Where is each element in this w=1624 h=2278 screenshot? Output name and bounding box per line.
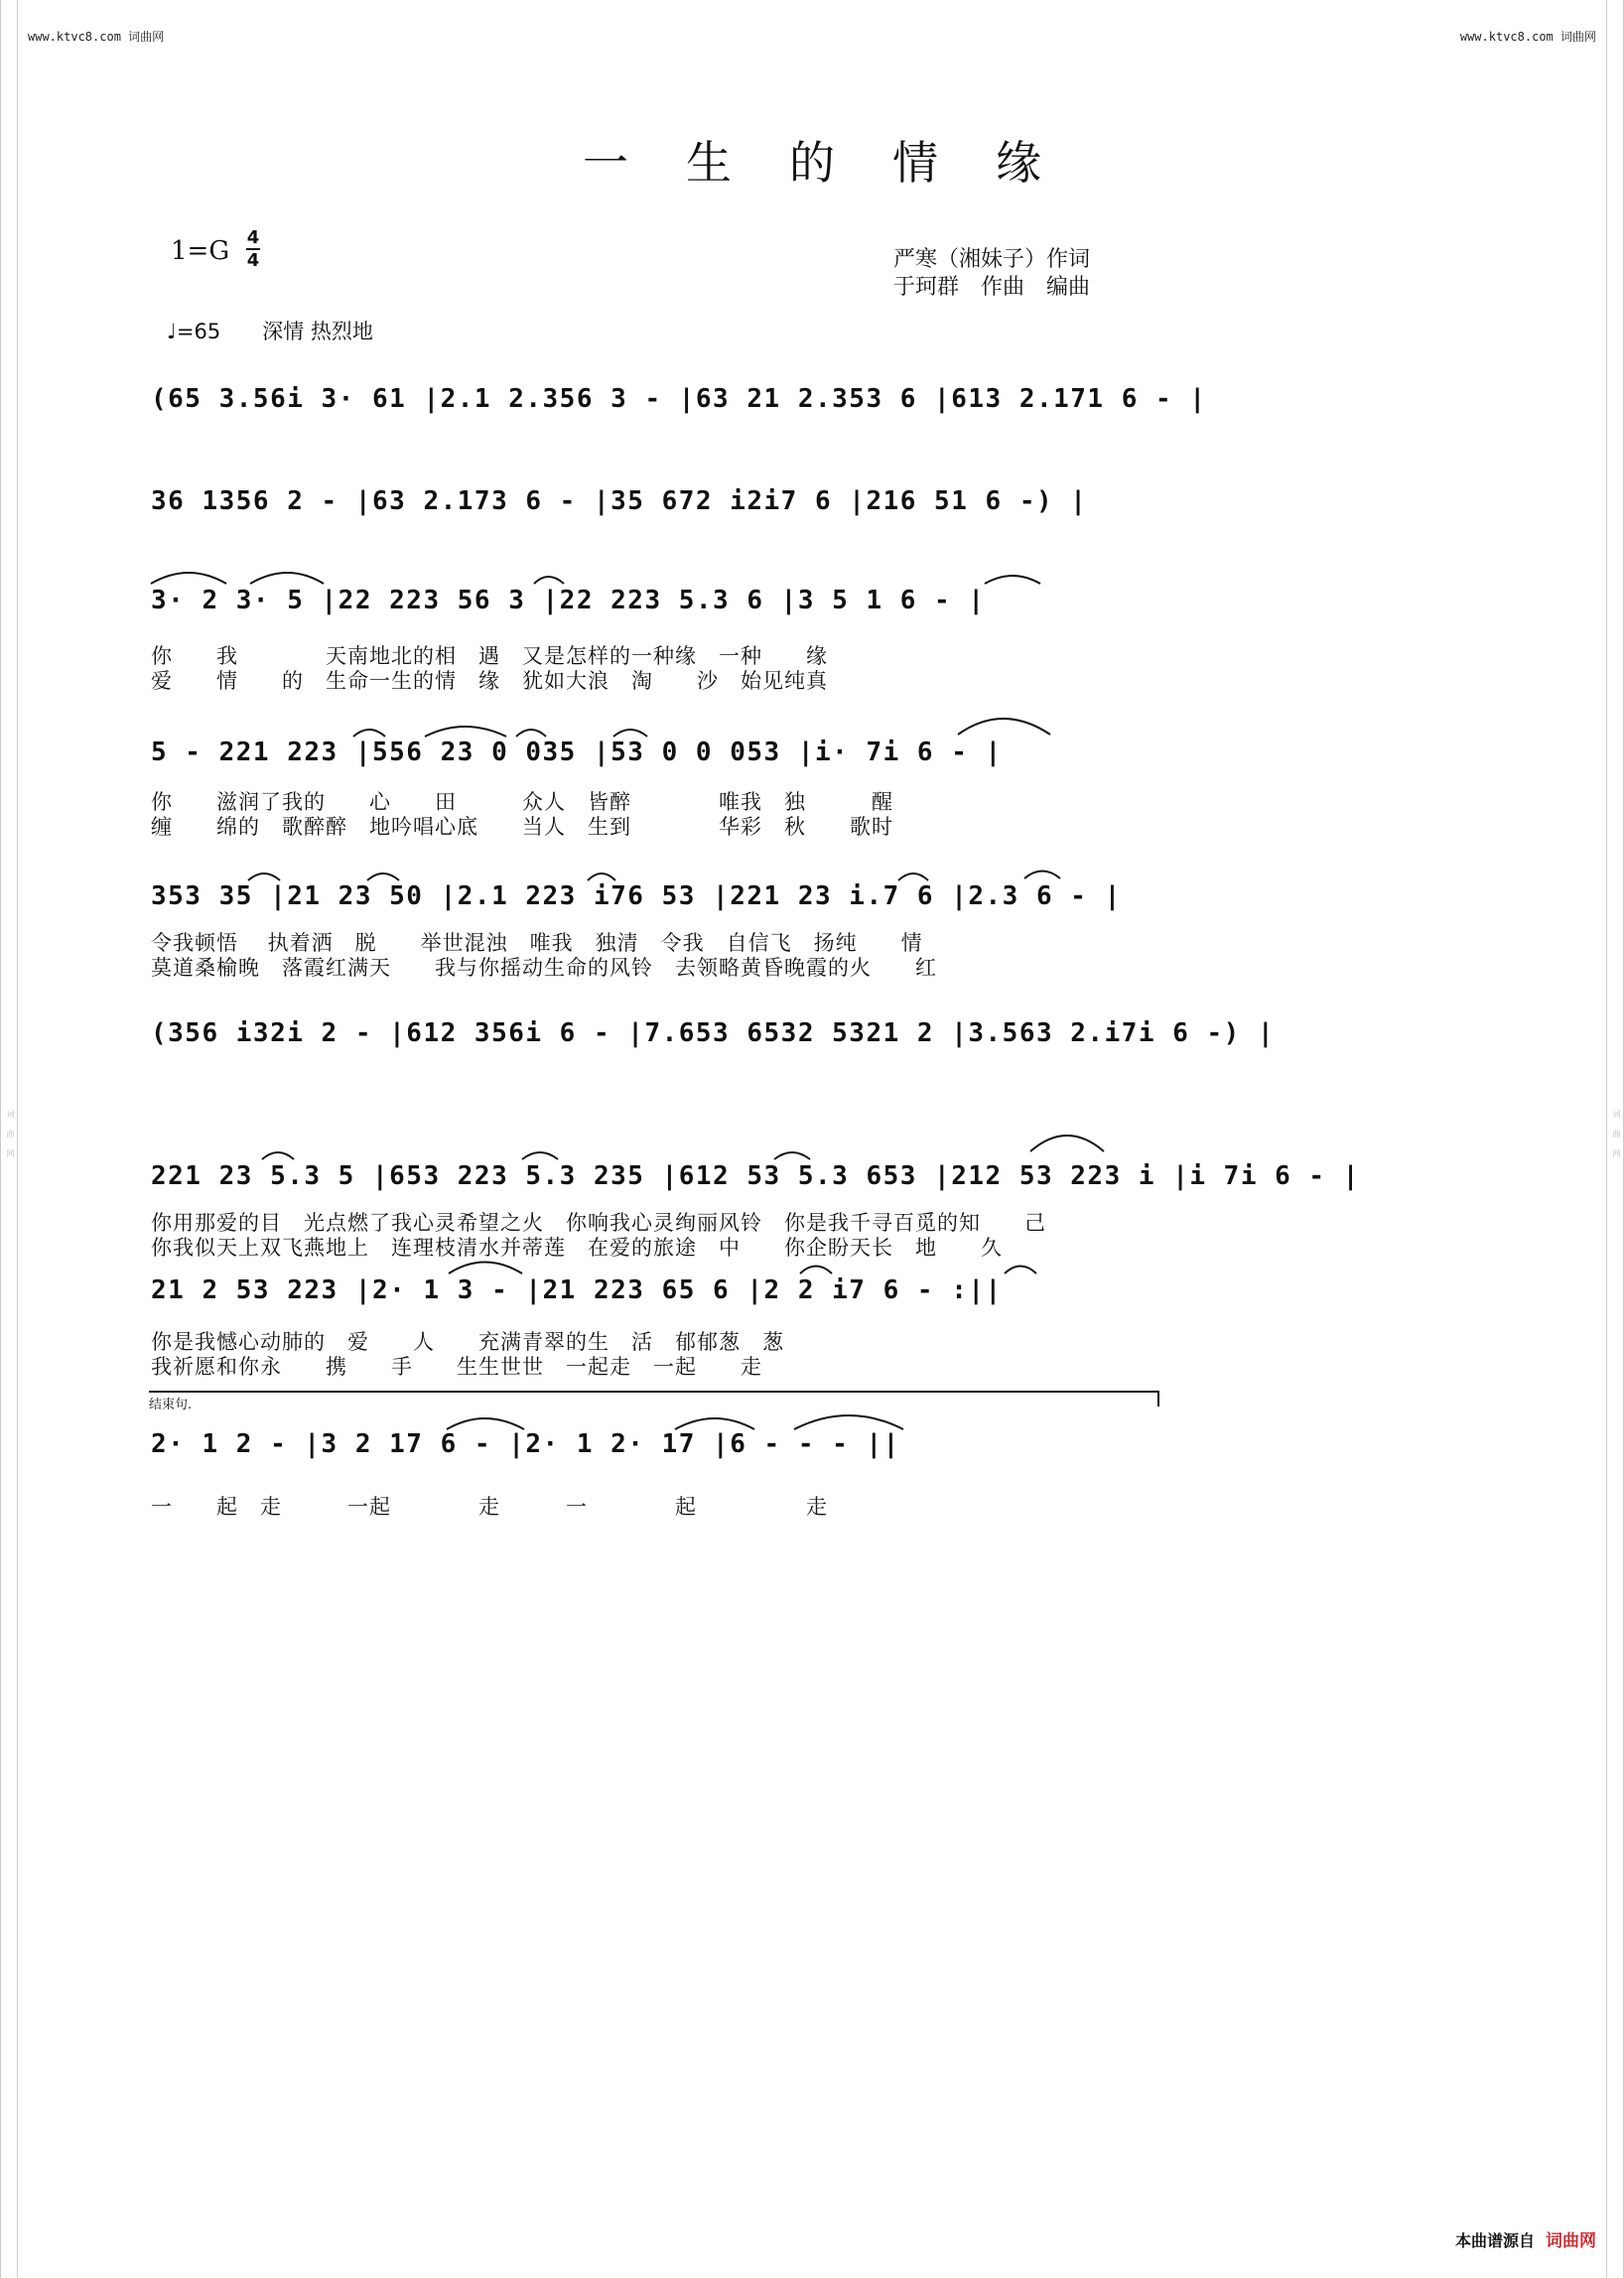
notation-row-5: 353 35 |21 23 50 |2.1 223 i76 53 |221 23 i.7 6 |2.3 6 - |	[151, 881, 1122, 911]
header-site-right[interactable]: www.ktvc8.com 词曲网	[1459, 30, 1596, 44]
lyric-row-8b: 我祈愿和你永 携 手 生生世世 一起走 一起 走	[151, 1355, 762, 1379]
slur-arc	[898, 873, 928, 880]
ending-bracket-tail	[1157, 1391, 1159, 1407]
slur-arc	[794, 1415, 903, 1429]
slur-arc	[588, 873, 615, 880]
slur-arc	[522, 1152, 558, 1159]
notation-row-4: 5 - 221 223 |556 23 0 035 |53 0 0 053 |i· 7i 6 - |	[151, 737, 1003, 767]
slur-arc	[613, 730, 647, 737]
slur-arc	[367, 873, 399, 880]
slur-arc	[262, 1152, 294, 1159]
slur-arc	[958, 719, 1050, 735]
notation-row-8: 21 2 53 223 |2· 1 3 - |21 223 65 6 |2 2 i7 6 - :||	[151, 1275, 1003, 1305]
lyric-row-5a: 令我顿悟 执着洒 脱 举世混浊 唯我 独清 令我 自信飞 扬纯 情	[151, 931, 923, 955]
ending-label: 结束句.	[149, 1398, 193, 1412]
lyric-row-5b: 莫道桑榆晚 落霞红满天 我与你摇动生命的风铃 去领略黄昏晚霞的火 红	[151, 956, 937, 980]
lyric-row-3b: 爱 情 的 生命一生的情 缘 犹如大浪 淘 沙 始见纯真	[151, 669, 828, 693]
lyricist-credit: 严寒（湘妹子）作词	[893, 247, 1091, 272]
slur-arc	[516, 730, 546, 737]
notation-row-2: 36 1356 2 - |63 2.173 6 - |35 672 i2i7 6 |216 51 6 -) |	[151, 486, 1088, 516]
slur-arc	[447, 1418, 524, 1429]
notation-row-9: 2· 1 2 - |3 2 17 6 - |2· 1 2· 17 |6 - - - ||	[151, 1429, 900, 1459]
footer-source-text: 本曲谱源自	[1454, 2231, 1535, 2250]
notation-row-6: (356 i32i 2 - |612 356i 6 - |7.653 6532 5321 2 |3.563 2.i7i 6 -) |	[151, 1018, 1276, 1048]
footer-brand-link[interactable]: 词曲网	[1546, 2231, 1596, 2251]
slur-arc	[1030, 1136, 1104, 1151]
right-watermark-strip: 词曲网	[1606, 0, 1624, 2278]
ending-bracket	[149, 1391, 1159, 1393]
header-site-left[interactable]: www.ktvc8.com 词曲网	[28, 30, 165, 44]
time-signature	[246, 228, 260, 270]
slur-arc	[449, 1263, 522, 1274]
lyric-row-8a: 你是我憾心动肺的 爱 人 充满青翠的生 活 郁郁葱 葱	[151, 1330, 784, 1354]
lyric-row-4a: 你 滋润了我的 心 田 众人 皆醉 唯我 独 醒	[151, 790, 893, 814]
lyric-row-3a: 你 我 天南地北的相 遇 又是怎样的一种缘 一种 缘	[151, 644, 828, 668]
slur-arc	[985, 576, 1040, 584]
slur-arc	[534, 577, 564, 584]
slur-arc	[151, 573, 226, 584]
meter-bottom: 4	[246, 250, 260, 271]
slur-arc	[248, 873, 280, 880]
slur-arc	[774, 1152, 810, 1159]
lyric-row-4b: 缠 绵的 歌醉醉 地吟唱心底 当人 生到 华彩 秋 歌时	[151, 815, 893, 839]
notation-row-7: 221 23 5.3 5 |653 223 5.3 235 |612 53 5.3 653 |212 53 223 i |i 7i 6 - |	[151, 1161, 1360, 1191]
composer-credit: 于珂群 作曲 编曲	[893, 275, 1091, 300]
slur-arc	[1005, 1267, 1036, 1274]
slur-arc	[250, 573, 324, 584]
notation-row-1: (65 3.56i 3· 61 |2.1 2.356 3 - |63 21 2.353 6 |613 2.171 6 - |	[151, 384, 1207, 414]
lyric-row-9: 一 起 走 一起 走 一 起 走	[151, 1495, 828, 1519]
left-watermark-strip: 词曲网	[0, 0, 18, 2278]
slur-arc	[800, 1267, 832, 1274]
page-title: 一生的情缘	[583, 136, 1099, 190]
slur-arc	[425, 727, 506, 737]
slur-arc	[353, 730, 385, 737]
lyric-row-7b: 你我似天上双飞燕地上 连理枝清水并蒂莲 在爱的旅途 中 你企盼天长 地 久	[151, 1236, 1003, 1260]
meter-top: 4	[246, 227, 260, 248]
lyric-row-7a: 你用那爱的目 光点燃了我心灵希望之火 你响我心灵绚丽风铃 你是我千寻百觅的知 己	[151, 1211, 1046, 1235]
tempo-marking: ♩=65 深情 热烈地	[167, 320, 373, 343]
notation-row-3: 3· 2 3· 5 |22 223 56 3 |22 223 5.3 6 |3 5 1 6 - |	[151, 586, 986, 615]
slur-arc	[675, 1418, 754, 1429]
slur-arc	[1024, 871, 1060, 879]
key-signature: 1=G	[171, 236, 230, 266]
